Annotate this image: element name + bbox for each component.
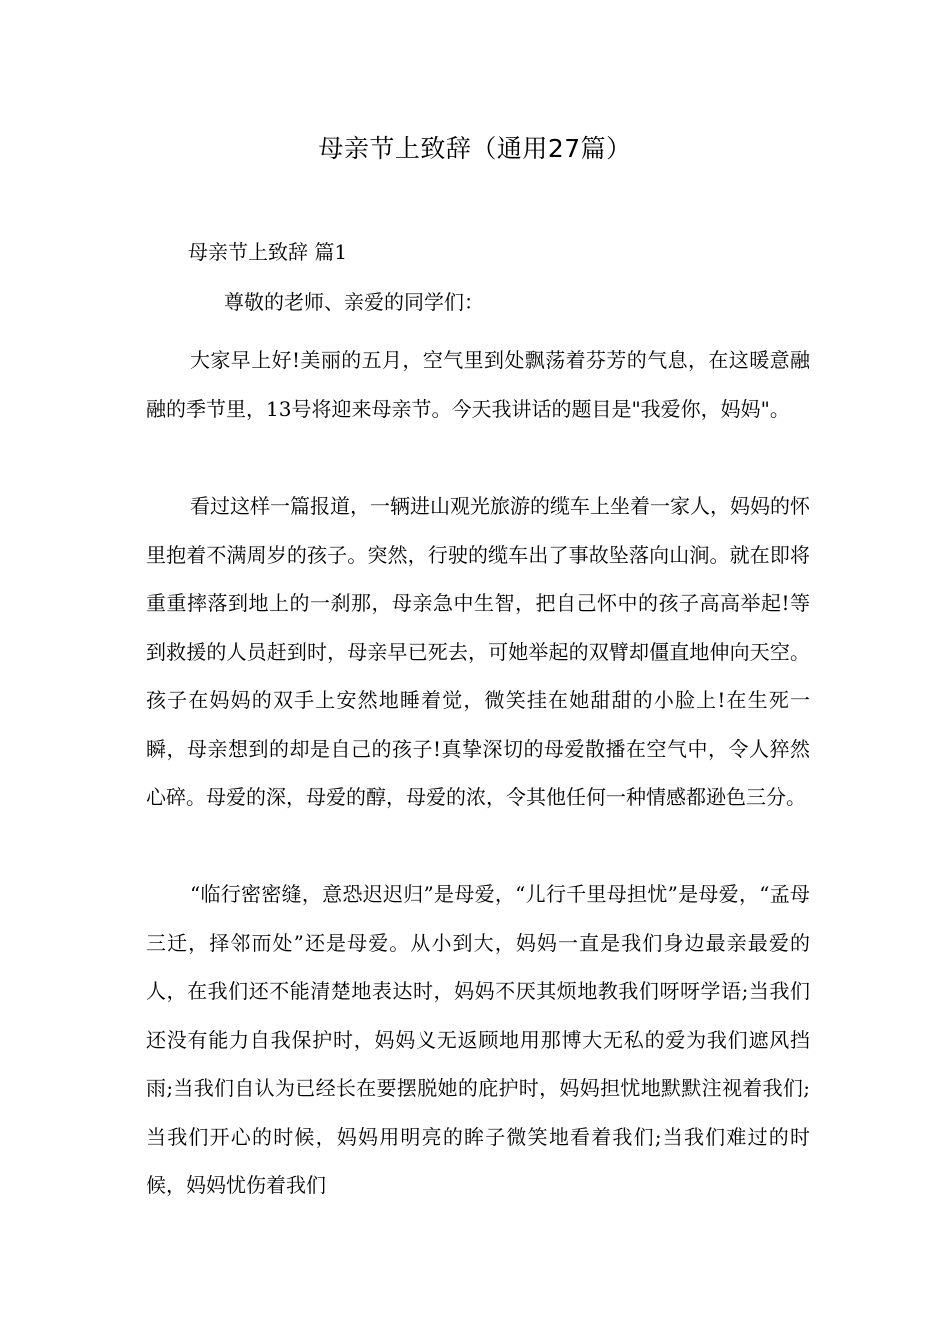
paragraph-3: “临行密密缝，意恐迟迟归”是母爱，“儿行千里母担忧”是母爱，“孟母三迁，择邻而处”还是母爱。从小到大，妈妈一直是我们身边最亲最爱的人，在我们还不能清楚地表达时，妈妈不厌其烦地教我们呀呀学语;当我们还没有能力自我保护时，妈妈义无返顾地用那博大无私的爱为我们遮风挡雨;当我们自认为已经长在要摆脱她的庇护时，妈妈担忧地默默注视着我们;当我们开心的时候，妈妈用明亮的眸子微笑地看着我们;当我们难过的时候，妈妈忧伤着我们 <box>146 882 810 1197</box>
paragraph-2: 看过这样一篇报道，一辆进山观光旅游的缆车上坐着一家人，妈妈的怀里抱着不满周岁的孩子。突然，行驶的缆车出了事故坠落向山涧。就在即将重重摔落到地上的一刹那，母亲急中生智，把自己怀中的孩子高高举起!等到救援的人员赶到时，母亲早已死去，可她举起的双臂却僵直地伸向天空。孩子在妈妈的双手上安然地睡着觉，微笑挂在她甜甜的小脸上!在生死一瞬，母亲想到的却是自己的孩子!真挚深切的母爱散播在空气中，令人猝然心碎。母爱的深，母爱的醇，母爱的浓，令其他任何一种情感都逊色三分。 <box>146 494 810 809</box>
salutation: 尊敬的老师、亲爱的同学们： <box>224 290 484 314</box>
paragraph-1: 大家早上好!美丽的五月，空气里到处飘荡着芬芳的气息，在这暖意融融的季节里，13号将迎来母亲节。今天我讲话的题目是"我爱你，妈妈"。 <box>146 348 810 421</box>
document-title: 母亲节上致辞（通用27篇） <box>318 134 632 163</box>
chapter-heading: 母亲节上致辞 篇1 <box>188 240 348 264</box>
